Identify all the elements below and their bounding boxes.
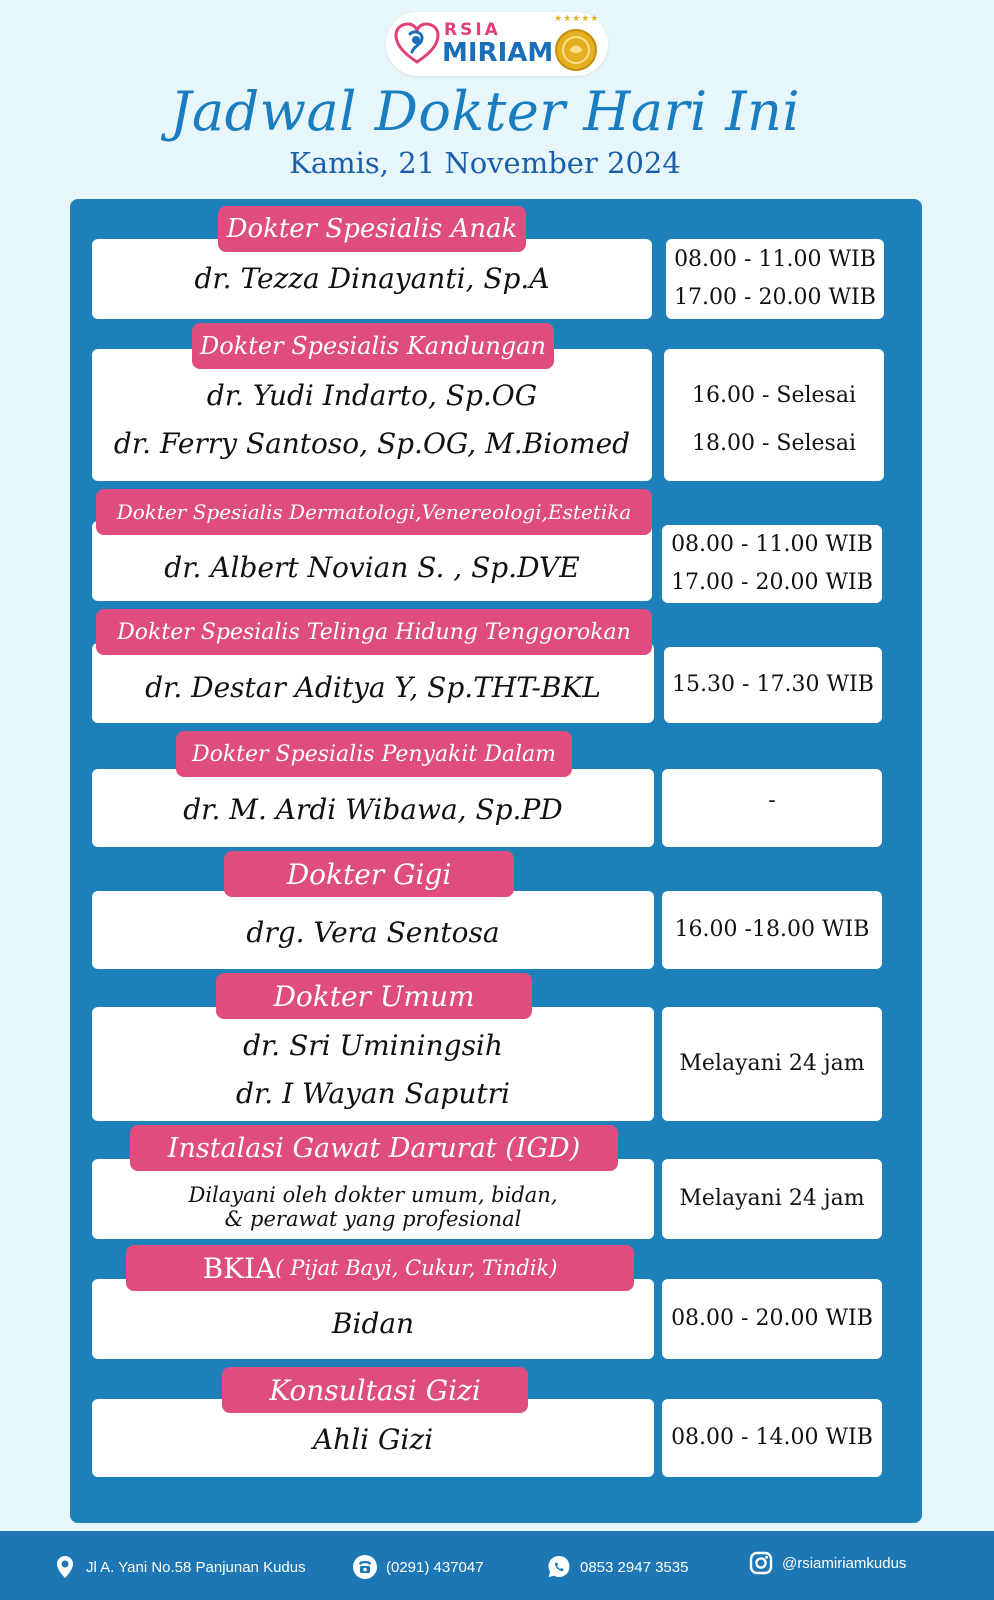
time-slot: Melayani 24 jam	[679, 1051, 865, 1076]
staff-name: Ahli Gizi	[312, 1423, 434, 1456]
doctor-box-bkia	[92, 1279, 654, 1359]
category-tab-penyakit-dalam: Dokter Spesialis Penyakit Dalam	[176, 731, 572, 777]
page-title: Jadwal Dokter Hari Ini	[169, 80, 801, 143]
gold-seal-icon	[550, 18, 602, 72]
category-tab-umum: Dokter Umum	[216, 973, 532, 1019]
igd-description: Dilayani oleh dokter umum, bidan,	[188, 1183, 558, 1207]
category-tab-dermatologi: Dokter Spesialis Dermatologi,Venereologi,Estetika	[96, 489, 652, 535]
doctor-name: dr. Sri Uminingsih	[243, 1029, 503, 1062]
time-box-tht	[664, 647, 882, 723]
whatsapp-icon	[546, 1554, 572, 1580]
seal-stars: ★★★★★	[554, 14, 600, 24]
category-tab-igd: Instalasi Gawat Darurat (IGD)	[130, 1125, 618, 1171]
staff-name: Bidan	[331, 1307, 415, 1340]
doctor-name: dr. I Wayan Saputri	[236, 1077, 510, 1110]
hospital-logo	[386, 12, 608, 76]
doctor-name: dr. Ferry Santoso, Sp.OG, M.Biomed	[113, 427, 631, 460]
schedule-panel	[70, 199, 922, 1523]
footer-phone[interactable]: (0291) 437047	[352, 1554, 484, 1580]
doctor-name: drg. Vera Sentosa	[246, 916, 500, 949]
doctor-box-igd	[92, 1159, 654, 1239]
logo-name-text: MIRIAM	[442, 38, 554, 68]
time-slot: 08.00 - 11.00 WIB	[671, 532, 873, 557]
time-box-igd	[662, 1159, 882, 1239]
time-box-gigi	[662, 891, 882, 969]
time-box-umum	[662, 1007, 882, 1121]
time-slot: 15.30 - 17.30 WIB	[672, 672, 874, 697]
time-box-penyakit-dalam	[662, 769, 882, 847]
footer-bar	[0, 1531, 994, 1600]
mother-baby-heart-icon	[394, 22, 440, 66]
time-box-anak	[666, 239, 884, 319]
category-tab-anak: Dokter Spesialis Anak	[218, 206, 526, 252]
category-tab-gigi: Dokter Gigi	[224, 851, 514, 897]
category-tab-gizi: Konsultasi Gizi	[222, 1367, 528, 1413]
schedule-date: Kamis, 21 November 2024	[289, 146, 681, 180]
doctor-name: dr. Tezza Dinayanti, Sp.A	[194, 262, 550, 295]
doctor-name: dr. Albert Novian S. , Sp.DVE	[164, 551, 580, 584]
location-pin-icon	[52, 1554, 78, 1580]
time-slot: 16.00 - Selesai	[692, 383, 856, 408]
doctor-box-tht	[92, 643, 654, 723]
doctor-box-umum	[92, 1007, 654, 1121]
time-slot: Melayani 24 jam	[679, 1186, 865, 1211]
instagram-icon	[748, 1550, 774, 1576]
time-box-dermatologi	[662, 525, 882, 603]
time-slot: 17.00 - 20.00 WIB	[674, 285, 876, 310]
doctor-name: dr. Destar Aditya Y, Sp.THT-BKL	[145, 671, 601, 704]
doctor-box-penyakit-dalam	[92, 769, 654, 847]
time-slot: 16.00 -18.00 WIB	[674, 917, 870, 942]
time-slot: 08.00 - 20.00 WIB	[671, 1306, 873, 1331]
phone-icon	[352, 1554, 378, 1580]
time-slot: 17.00 - 20.00 WIB	[671, 570, 873, 595]
time-slot: 18.00 - Selesai	[692, 431, 856, 456]
footer-instagram[interactable]: @rsiamiriamkudus	[748, 1550, 906, 1576]
time-slot: 08.00 - 14.00 WIB	[671, 1425, 873, 1450]
doctor-box-gigi	[92, 891, 654, 969]
time-box-gizi	[662, 1399, 882, 1477]
category-tab-bkia: BKIA ( Pijat Bayi, Cukur, Tindik)	[126, 1245, 634, 1291]
logo-rsia-text: RSIA	[444, 20, 501, 40]
category-tab-tht: Dokter Spesialis Telinga Hidung Tenggorokan	[96, 609, 652, 655]
footer-whatsapp[interactable]: 0853 2947 3535	[546, 1554, 688, 1580]
time-box-kandungan	[664, 349, 884, 481]
igd-description: & perawat yang profesional	[224, 1207, 522, 1231]
time-slot: -	[768, 788, 776, 813]
time-box-bkia	[662, 1279, 882, 1359]
time-slot: 08.00 - 11.00 WIB	[674, 247, 876, 272]
doctor-name: dr. Yudi Indarto, Sp.OG	[206, 379, 538, 412]
doctor-name: dr. M. Ardi Wibawa, Sp.PD	[183, 793, 563, 826]
category-tab-kandungan: Dokter Spesialis Kandungan	[192, 323, 554, 369]
footer-address: Jl A. Yani No.58 Panjunan Kudus	[52, 1554, 306, 1580]
